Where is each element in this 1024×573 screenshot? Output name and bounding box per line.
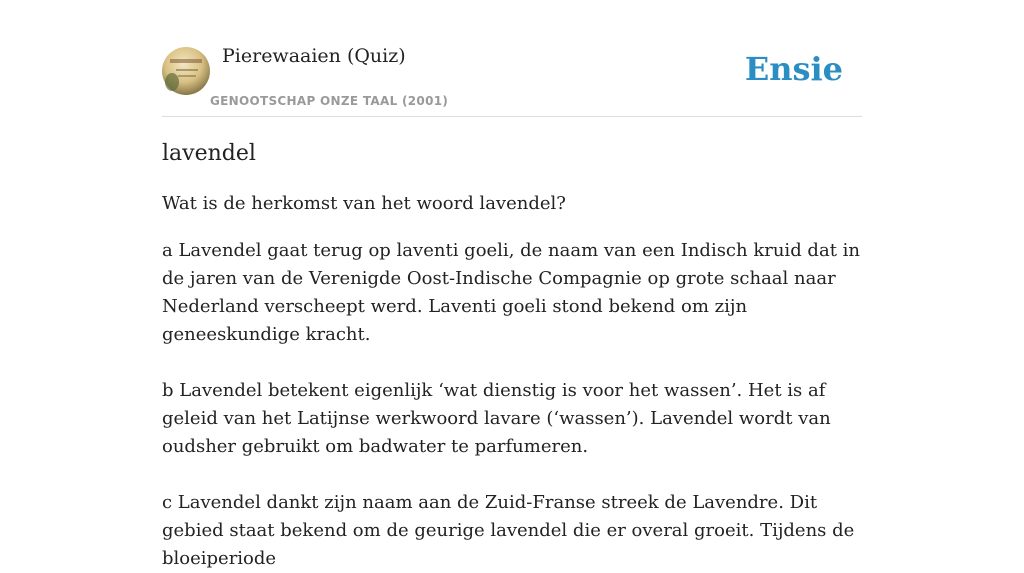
quiz-question: Wat is de herkomst van het woord lavendel? bbox=[162, 193, 566, 214]
answer-option-a: a Lavendel gaat terug op laventi goeli, de naam van een Indisch kruid dat in de jaren van de Verenigde Oost-Indische Compagnie op grote schaal naar Nederland verscheept werd. Laventi goeli stond bekend om zijn geneeskundige kracht. bbox=[162, 240, 860, 345]
answer-option-b: b Lavendel betekent eigenlijk ‘wat dienstig is voor het wassen’. Het is af geleid van het Latijnse werkwoord lavare (‘wassen’). Lavendel wordt van oudsher gebruikt om badwater te parfumeren. bbox=[162, 380, 831, 457]
publisher-label: GENOOTSCHAP ONZE TAAL (2001) bbox=[210, 94, 449, 108]
answer-option-c: c Lavendel dankt zijn naam aan de Zuid-Franse streek de Lavendre. Dit gebied staat bekend om de geurige lavendel die er overal groeit. Tijdens de bloeiperiode bbox=[162, 492, 855, 569]
avatar-cover-decoration bbox=[176, 69, 198, 71]
entry-container bbox=[162, 44, 862, 573]
header-divider bbox=[162, 116, 862, 117]
entry-title: lavendel bbox=[162, 141, 256, 166]
entry-header bbox=[162, 44, 862, 116]
quiz-title-link[interactable]: Pierewaaien (Quiz) bbox=[222, 45, 406, 67]
avatar-cover-decoration bbox=[165, 73, 179, 91]
ensie-logo-link[interactable]: Ensie bbox=[744, 50, 843, 88]
avatar-cover-decoration bbox=[170, 59, 202, 63]
quiz-cover-avatar[interactable] bbox=[162, 47, 210, 95]
avatar-cover-decoration bbox=[178, 75, 196, 77]
